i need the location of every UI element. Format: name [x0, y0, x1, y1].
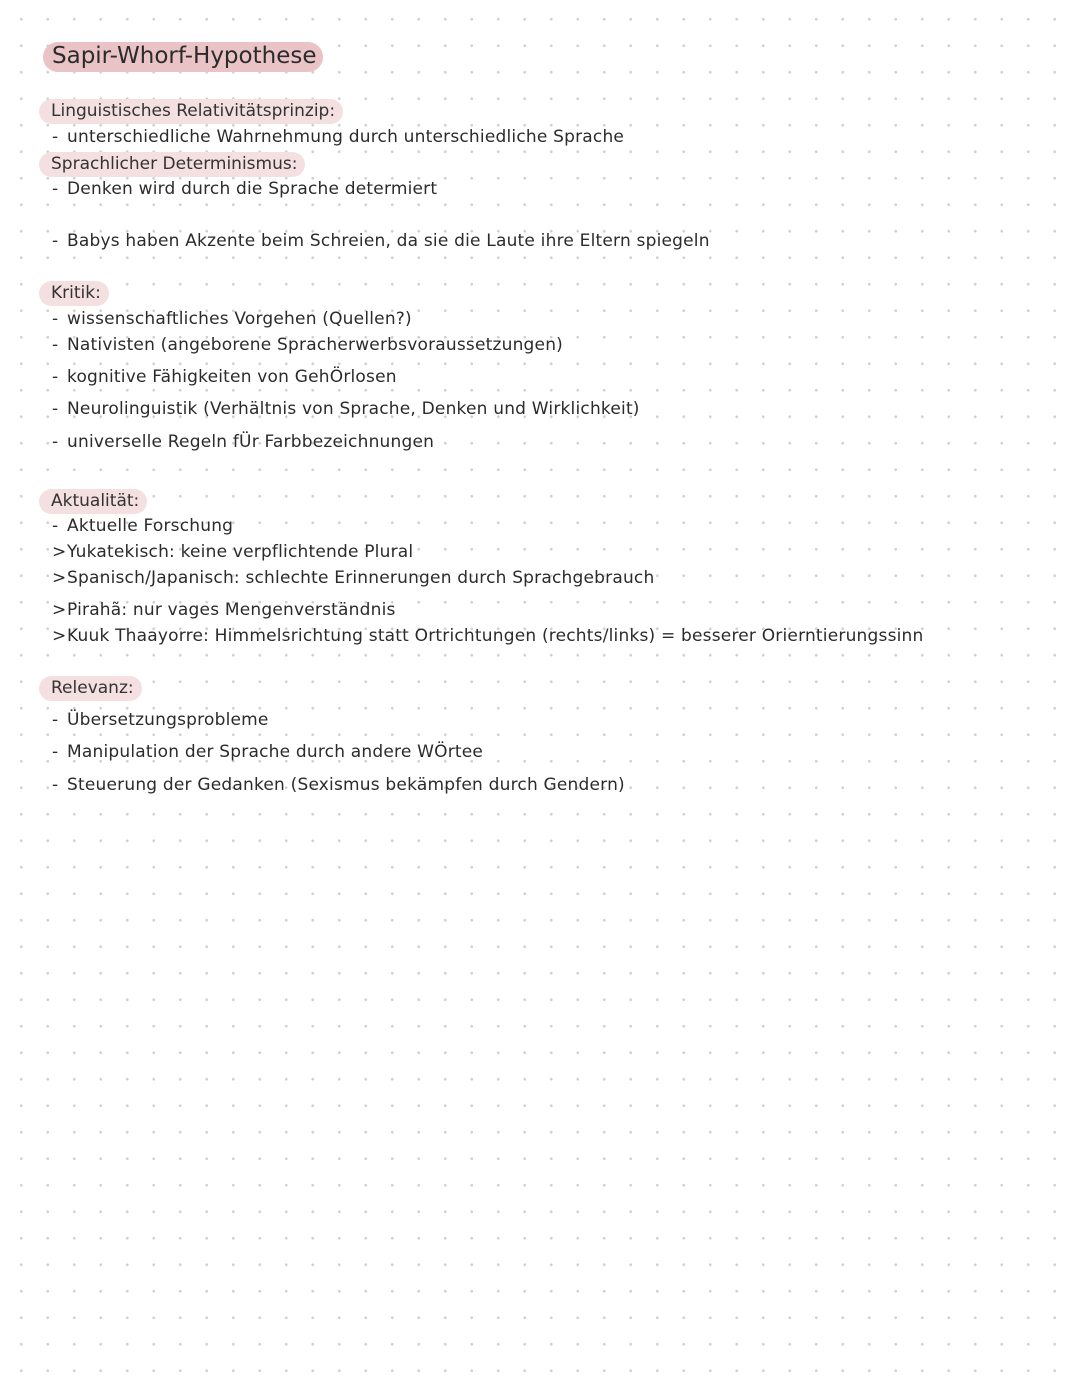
list-item: - universelle Regeln fÜr Farbbezeichnungen [52, 432, 435, 452]
dash-marker: - [52, 516, 59, 536]
dash-marker: - [52, 367, 59, 387]
list-item: - Nativisten (angeborene Spracherwerbsvoraussetzungen) [52, 335, 564, 355]
heading-relativitaetsprinzip: Linguistisches Relativitätsprinzip: [39, 99, 343, 124]
dash-marker: - [52, 775, 59, 795]
list-item: - Babys haben Akzente beim Schreien, da sie die Laute ihre Eltern spiegeln [52, 231, 710, 251]
list-item: - Steuerung der Gedanken (Sexismus bekämpfen durch Gendern) [52, 775, 625, 795]
dash-marker: - [52, 742, 59, 762]
dash-marker: - [52, 432, 59, 452]
list-item: - Übersetzungsprobleme [52, 710, 269, 730]
list-item: - Manipulation der Sprache durch andere WÖrtee [52, 742, 484, 762]
arrow-marker: > [52, 542, 67, 562]
dash-marker: - [52, 335, 59, 355]
list-item: - kognitive Fähigkeiten von GehÖrlosen [52, 367, 397, 387]
heading-relevanz: Relevanz: [39, 676, 142, 701]
arrow-marker: > [52, 626, 67, 646]
list-item: >Yukatekisch: keine verpflichtende Plural [52, 542, 414, 562]
heading-kritik: Kritik: [39, 281, 109, 306]
heading-determinismus: Sprachlicher Determinismus: [39, 152, 305, 177]
heading-aktualitaet: Aktualität: [39, 489, 147, 514]
list-item: >Kuuk Thaayorre: Himmelsrichtung statt Ortrichtungen (rechts/links) = besserer Orierntierungssinn [52, 626, 924, 646]
dash-marker: - [52, 231, 59, 251]
list-item: - wissenschaftliches Vorgehen (Quellen?) [52, 309, 412, 329]
list-item: - unterschiedliche Wahrnehmung durch unterschiedliche Sprache [52, 127, 625, 147]
page-title: Sapir-Whorf-Hypothese [43, 42, 323, 72]
dash-marker: - [52, 710, 59, 730]
list-item: >Spanisch/Japanisch: schlechte Erinnerungen durch Sprachgebrauch [52, 568, 655, 588]
dash-marker: - [52, 179, 59, 199]
list-item: - Denken wird durch die Sprache determiert [52, 179, 438, 199]
dash-marker: - [52, 309, 59, 329]
dash-marker: - [52, 127, 59, 147]
arrow-marker: > [52, 568, 67, 588]
list-item: - Neurolinguistik (Verhältnis von Sprache, Denken und Wirklichkeit) [52, 399, 640, 419]
list-item: - Aktuelle Forschung [52, 516, 234, 536]
list-item: >Pirahã: nur vages Mengenverständnis [52, 600, 396, 620]
dash-marker: - [52, 399, 59, 419]
arrow-marker: > [52, 600, 67, 620]
